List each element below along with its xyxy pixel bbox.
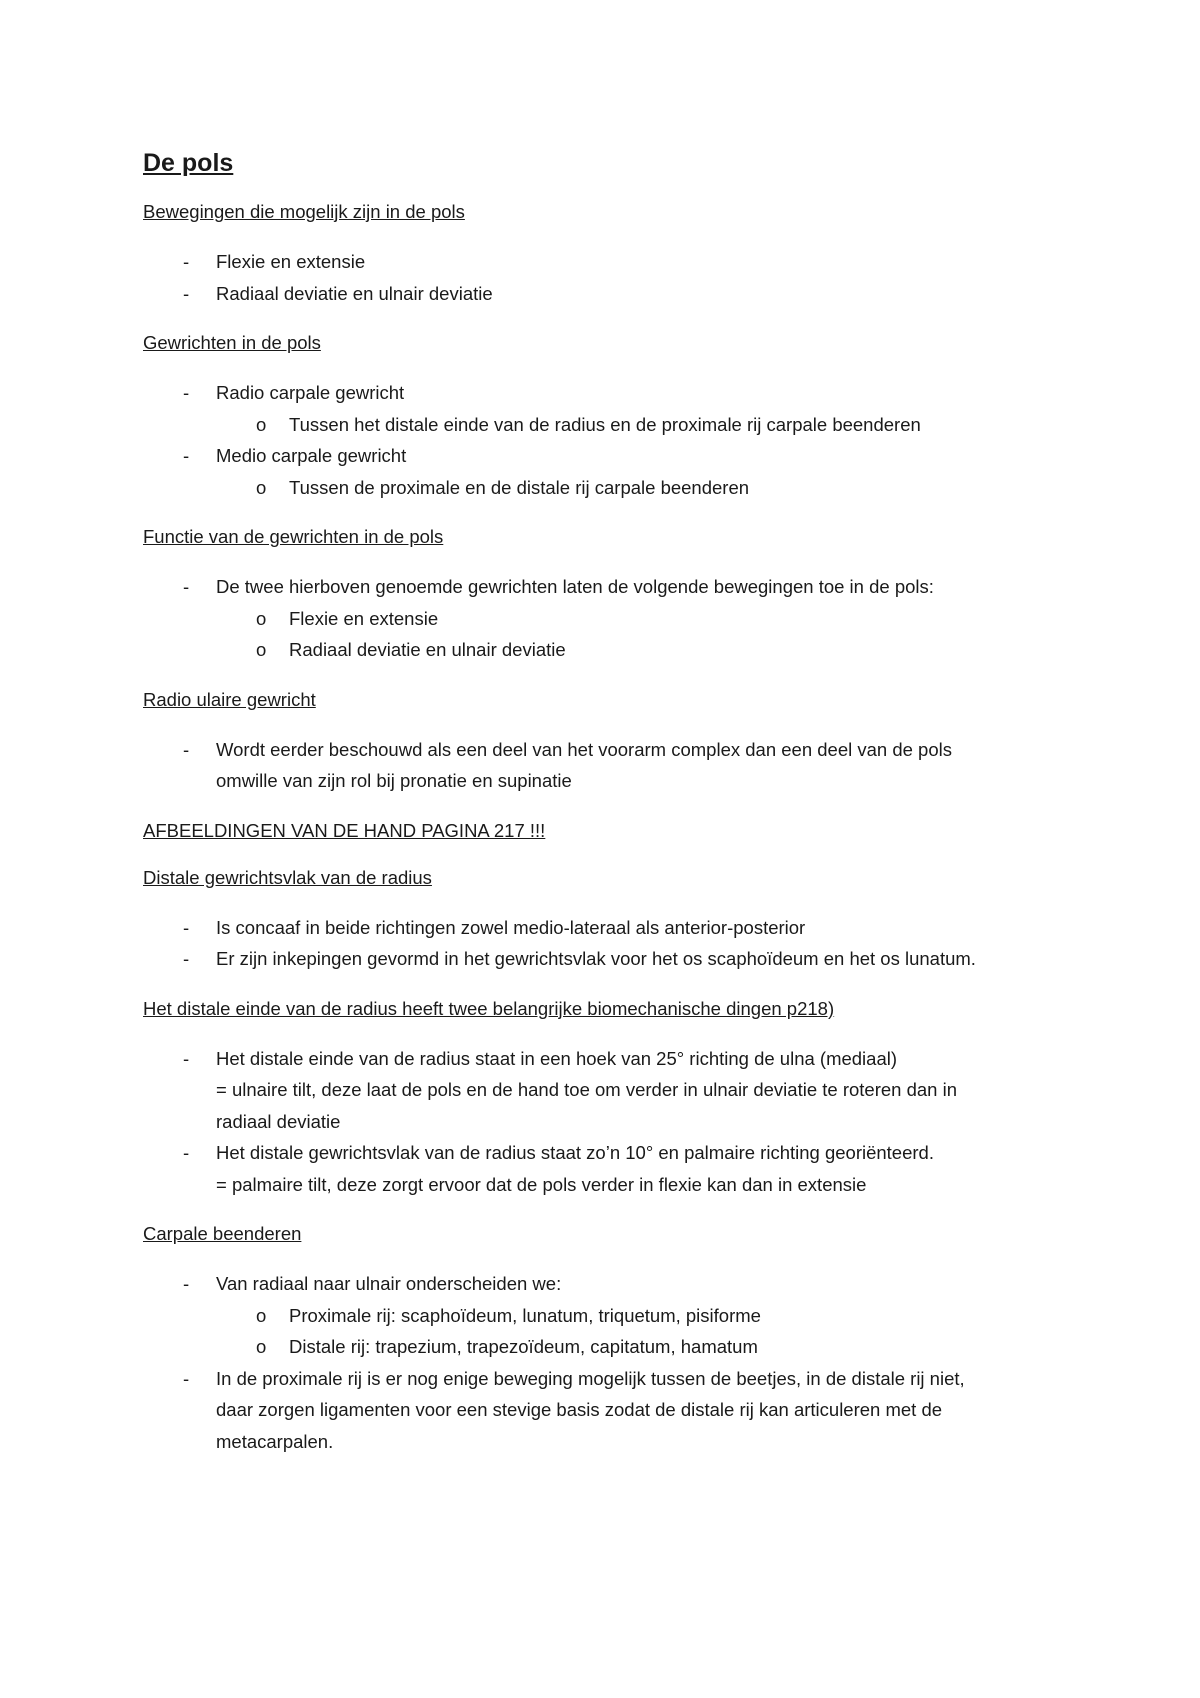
bullet-list bbox=[143, 1363, 1093, 1458]
section-biomech bbox=[143, 996, 1093, 1201]
section-heading: Gewrichten in de pols bbox=[143, 332, 321, 353]
list-item: - Van radiaal naar ulnair onderscheiden we: bbox=[143, 1268, 1093, 1300]
sub-list-item: o Proximale rij: scaphoïdeum, lunatum, triquetum, pisiforme bbox=[216, 1300, 1093, 1332]
bullet-list bbox=[143, 246, 1093, 309]
list-item bbox=[143, 1137, 1093, 1200]
document-page bbox=[143, 148, 1093, 1478]
section-heading: Radio ulaire gewricht bbox=[143, 688, 316, 710]
bullet-list bbox=[143, 377, 1093, 409]
list-item bbox=[143, 734, 1093, 797]
list-item: - Radiaal deviatie en ulnair deviatie bbox=[143, 278, 1093, 310]
section-heading: Functie van de gewrichten in de pols bbox=[143, 526, 444, 547]
section-heading: Carpale beenderen bbox=[143, 1223, 302, 1244]
section-distale bbox=[143, 865, 1093, 975]
bullet-list bbox=[143, 912, 1093, 975]
list-item: - Medio carpale gewricht bbox=[143, 440, 1093, 472]
sub-list bbox=[216, 1300, 1093, 1363]
bullet-list bbox=[143, 1043, 1093, 1201]
page-title: De pols bbox=[143, 149, 234, 177]
list-item-line: radiaal deviatie bbox=[216, 1110, 341, 1132]
section-gewrichten bbox=[143, 330, 1093, 503]
list-item: - Er zijn inkepingen gevormd in het gewrichtsvlak voor het os scaphoïdeum en het os lunatum. bbox=[143, 943, 1093, 975]
list-item-line: metacarpalen. bbox=[216, 1430, 334, 1452]
bullet-list bbox=[143, 440, 1093, 472]
list-item-line: - In de proximale rij is er nog enige beweging mogelijk tussen de beetjes, in de distale rij niet, bbox=[216, 1367, 965, 1389]
bullet-list bbox=[143, 1268, 1093, 1300]
bullet-list bbox=[143, 571, 1093, 603]
section-afbeeldingen bbox=[143, 818, 1093, 844]
section-heading: AFBEELDINGEN VAN DE HAND PAGINA 217 !!! bbox=[143, 819, 546, 841]
section-radio-ulnair bbox=[143, 687, 1093, 797]
section-heading: Distale gewrichtsvlak van de radius bbox=[143, 866, 432, 888]
section-heading: Het distale einde van de radius heeft twee belangrijke biomechanische dingen p218) bbox=[143, 997, 835, 1019]
list-item-line: - Wordt eerder beschouwd als een deel van het voorarm complex dan een deel van de pols bbox=[216, 738, 952, 760]
list-item bbox=[143, 1363, 1093, 1458]
sub-list bbox=[216, 409, 1093, 441]
section-carpale bbox=[143, 1221, 1093, 1457]
bullet-list bbox=[143, 734, 1093, 797]
sub-list bbox=[216, 603, 1093, 666]
list-item-line: daar zorgen ligamenten voor een stevige basis zodat de distale rij kan articuleren met de bbox=[216, 1399, 943, 1420]
sub-list-item: o Radiaal deviatie en ulnair deviatie bbox=[216, 634, 1093, 666]
list-item: - De twee hierboven genoemde gewrichten laten de volgende bewegingen toe in de pols: bbox=[143, 571, 1093, 603]
list-item: - Radio carpale gewricht bbox=[143, 377, 1093, 409]
section-bewegingen bbox=[143, 199, 1093, 309]
sub-list-item: o Tussen het distale einde van de radius en de proximale rij carpale beenderen bbox=[216, 409, 1093, 441]
sub-list-item: o Flexie en extensie bbox=[216, 603, 1093, 635]
section-heading: Bewegingen die mogelijk zijn in de pols bbox=[143, 201, 465, 222]
list-item-line: - Het distale einde van de radius staat in een hoek van 25° richting de ulna (mediaal) bbox=[216, 1047, 898, 1069]
list-item-line: = palmaire tilt, deze zorgt ervoor dat de pols verder in flexie kan dan in extensie bbox=[216, 1173, 867, 1195]
sub-list-item: o Distale rij: trapezium, trapezoïdeum, capitatum, hamatum bbox=[216, 1331, 1093, 1363]
list-item: - Is concaaf in beide richtingen zowel medio-lateraal als anterior-posterior bbox=[143, 912, 1093, 944]
list-item-line: - Het distale gewrichtsvlak van de radius staat zo’n 10° en palmaire richting georiënteerd. bbox=[216, 1142, 934, 1163]
list-item: - Flexie en extensie bbox=[143, 246, 1093, 278]
list-item-line: = ulnaire tilt, deze laat de pols en de hand toe om verder in ulnair deviatie te roteren dan in bbox=[216, 1079, 957, 1100]
sub-list-item: o Tussen de proximale en de distale rij carpale beenderen bbox=[216, 472, 1093, 504]
sub-list bbox=[216, 472, 1093, 504]
section-functie bbox=[143, 524, 1093, 666]
list-item bbox=[143, 1043, 1093, 1138]
list-item-line: omwille van zijn rol bij pronatie en supinatie bbox=[216, 770, 572, 791]
